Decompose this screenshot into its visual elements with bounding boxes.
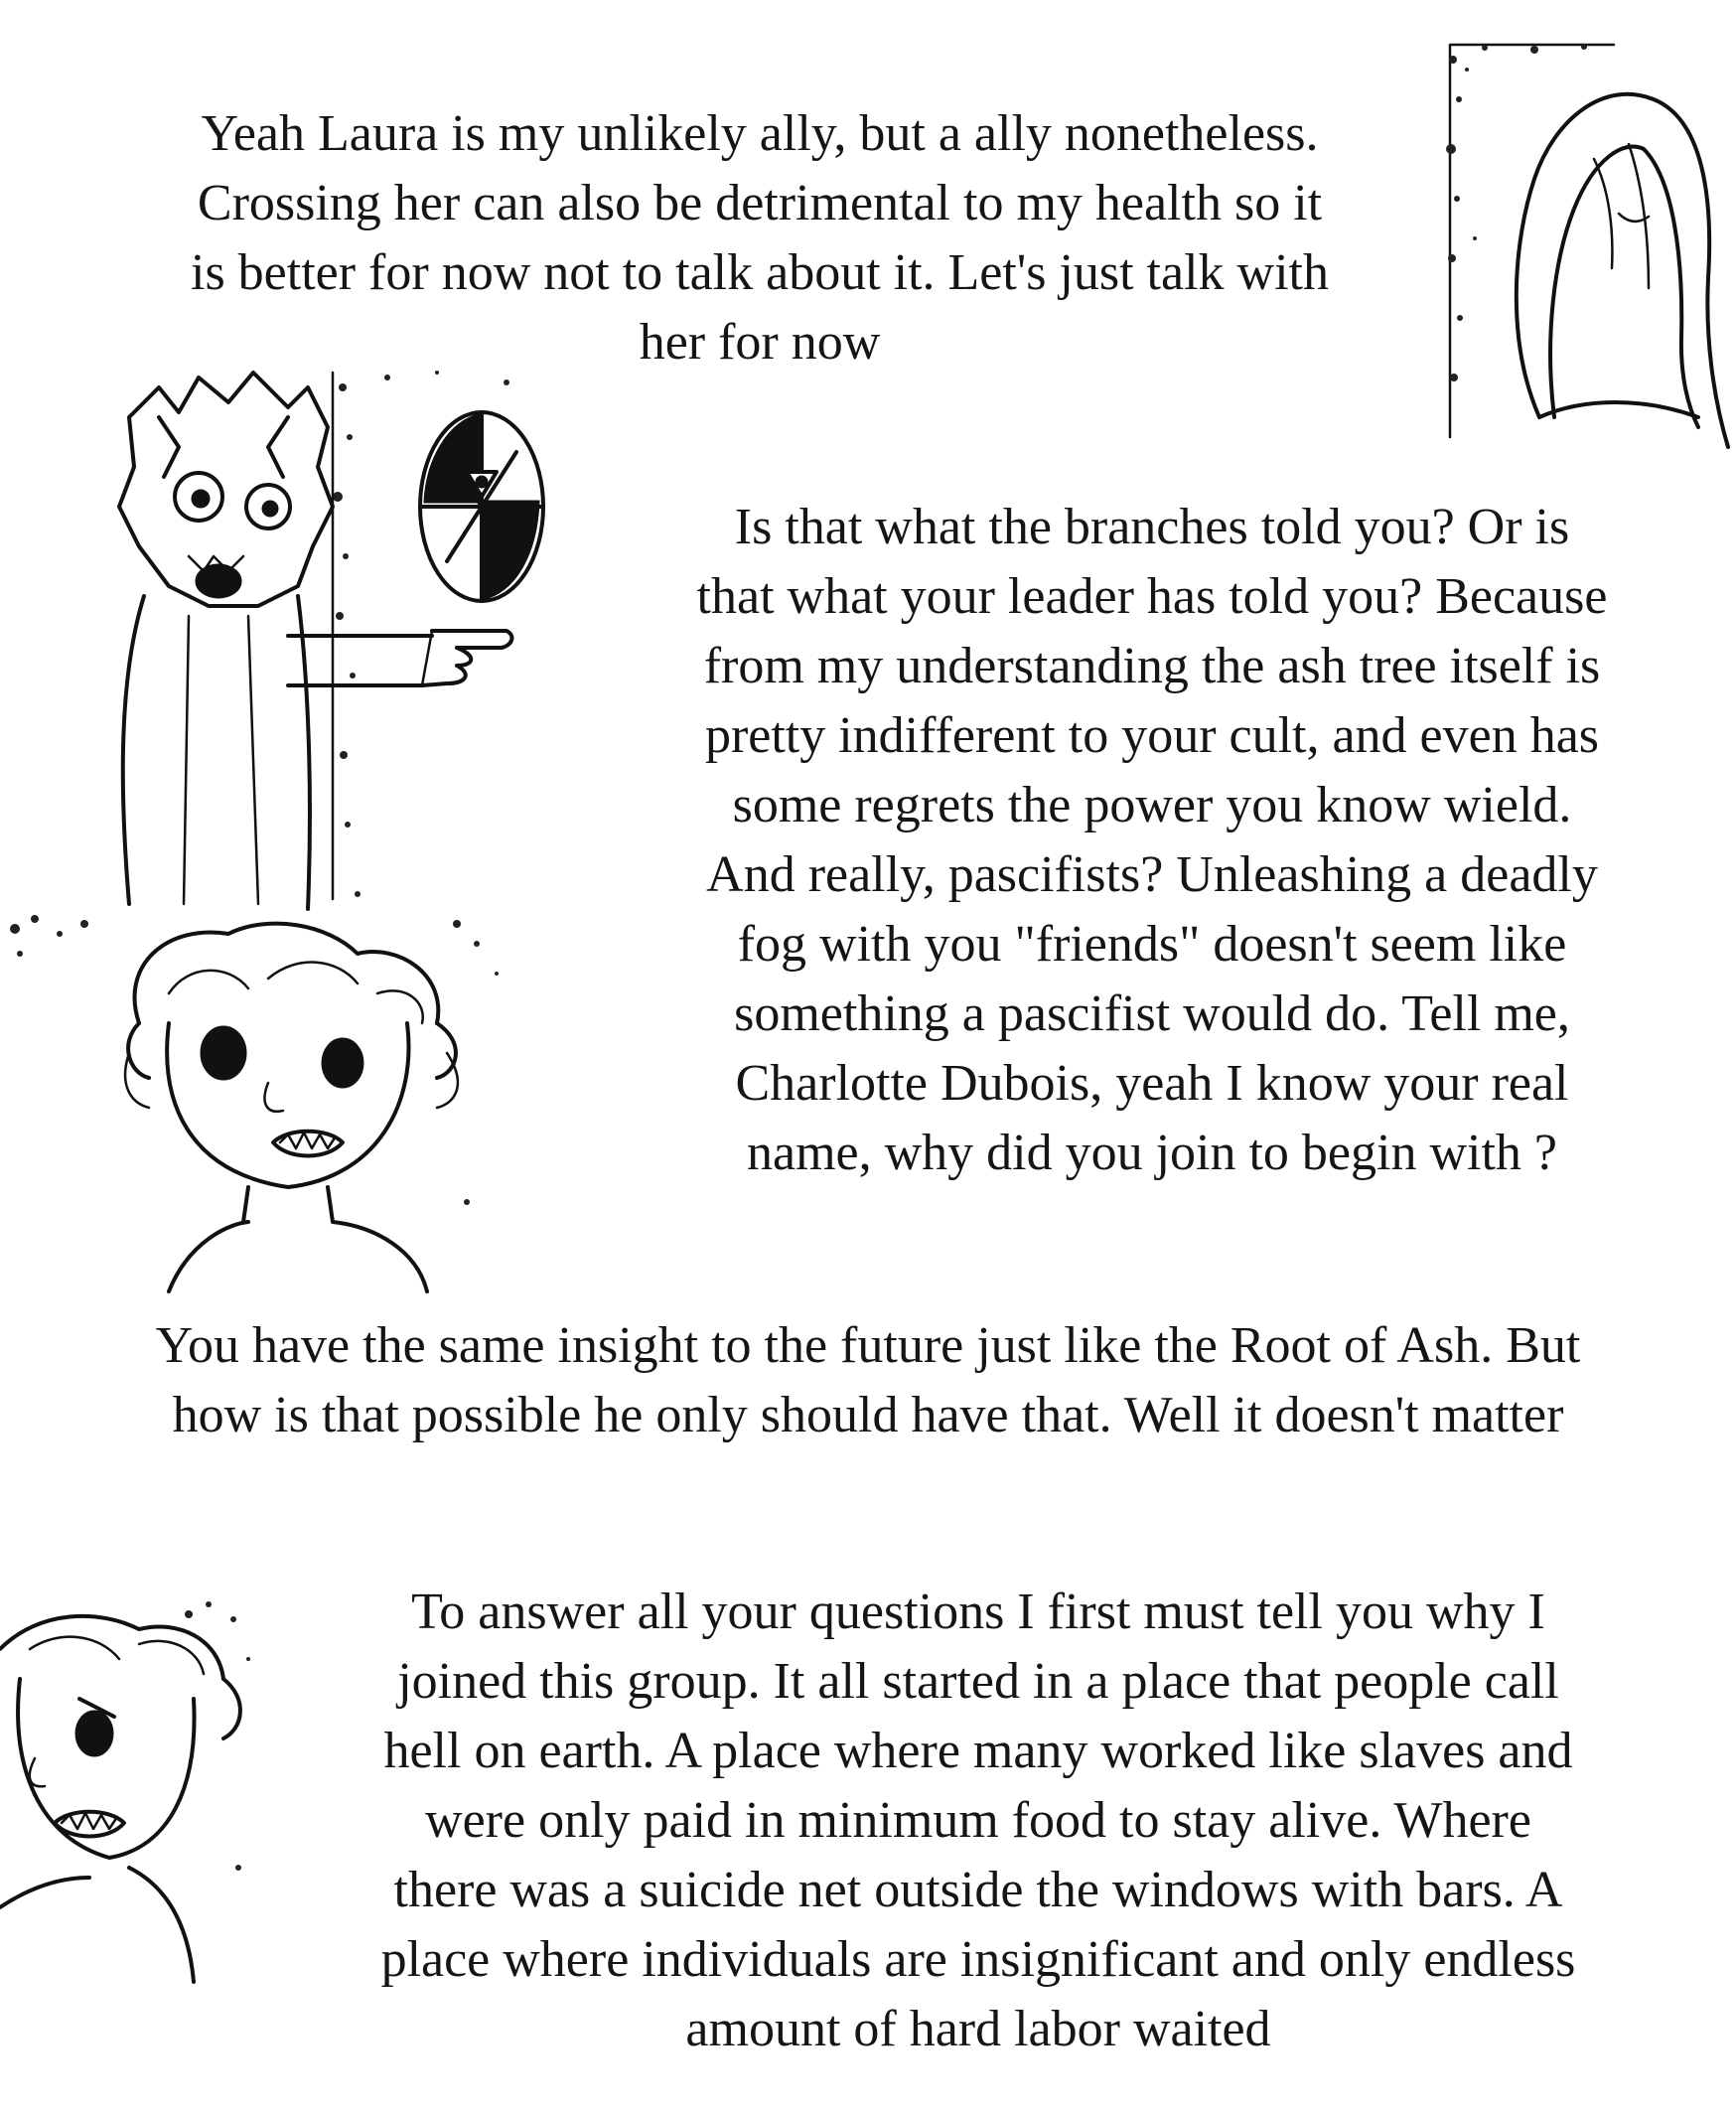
text-line: Yeah Laura is my unlikely ally, but a ally nonetheless. bbox=[201, 105, 1319, 162]
text-line: is better for now not to talk about it. Let's just talk with bbox=[191, 244, 1329, 301]
checkered-mask-icon bbox=[407, 402, 556, 611]
charlotte-angry-illustration bbox=[0, 1589, 268, 1987]
text-line: were only paid in minimum food to stay alive. Where bbox=[425, 1792, 1531, 1849]
long-haired-woman-icon bbox=[1445, 40, 1733, 457]
text-line: some regrets the power you know wield. bbox=[732, 777, 1572, 833]
text-line: that what your leader has told you? Because bbox=[696, 568, 1608, 625]
text-line: amount of hard labor waited bbox=[685, 2001, 1271, 2057]
text-line: Is that what the branches told you? Or is bbox=[734, 499, 1570, 555]
text-line: To answer all your questions I first must tell you why I bbox=[411, 1584, 1545, 1640]
text-line: place where individuals are insignificant and only endless bbox=[380, 1931, 1576, 1988]
mask-illustration bbox=[407, 402, 556, 611]
charlotte-worried-illustration bbox=[0, 904, 516, 1301]
dialogue-insight-future bbox=[40, 1311, 1696, 1450]
text-line: hell on earth. A place where many worked like slaves and bbox=[383, 1723, 1573, 1779]
curly-haired-girl-icon bbox=[0, 904, 516, 1301]
text-line: Charlotte Dubois, yeah I know your real bbox=[735, 1055, 1569, 1112]
laura-portrait-illustration bbox=[1445, 40, 1733, 457]
text-line: Crossing her can also be detrimental to my health so it bbox=[197, 175, 1323, 231]
text-line: her for now bbox=[639, 314, 881, 371]
angry-curly-haired-girl-icon bbox=[0, 1589, 268, 1987]
text-line: name, why did you join to begin with ? bbox=[746, 1125, 1557, 1181]
dialogue-joined-group bbox=[288, 1578, 1668, 2064]
text-line: there was a suicide net outside the windows with bars. A bbox=[393, 1862, 1563, 1918]
text-line: something a pascifist would do. Tell me, bbox=[734, 985, 1570, 1042]
text-line: pretty indifferent to your cult, and even has bbox=[704, 707, 1600, 764]
text-line: And really, pascifists? Unleashing a deadly bbox=[706, 846, 1598, 903]
text-line: from my understanding the ash tree itself is bbox=[703, 638, 1601, 694]
dialogue-laura-ally bbox=[104, 99, 1415, 378]
text-line: joined this group. It all started in a place that people call bbox=[397, 1653, 1559, 1710]
text-line: how is that possible he only should have that. Well it doesn't matter bbox=[172, 1387, 1564, 1443]
text-line: fog with you "friends" doesn't seem like bbox=[737, 916, 1567, 973]
dialogue-branches-question bbox=[626, 493, 1678, 1188]
text-line: You have the same insight to the future just like the Root of Ash. But bbox=[155, 1317, 1581, 1374]
